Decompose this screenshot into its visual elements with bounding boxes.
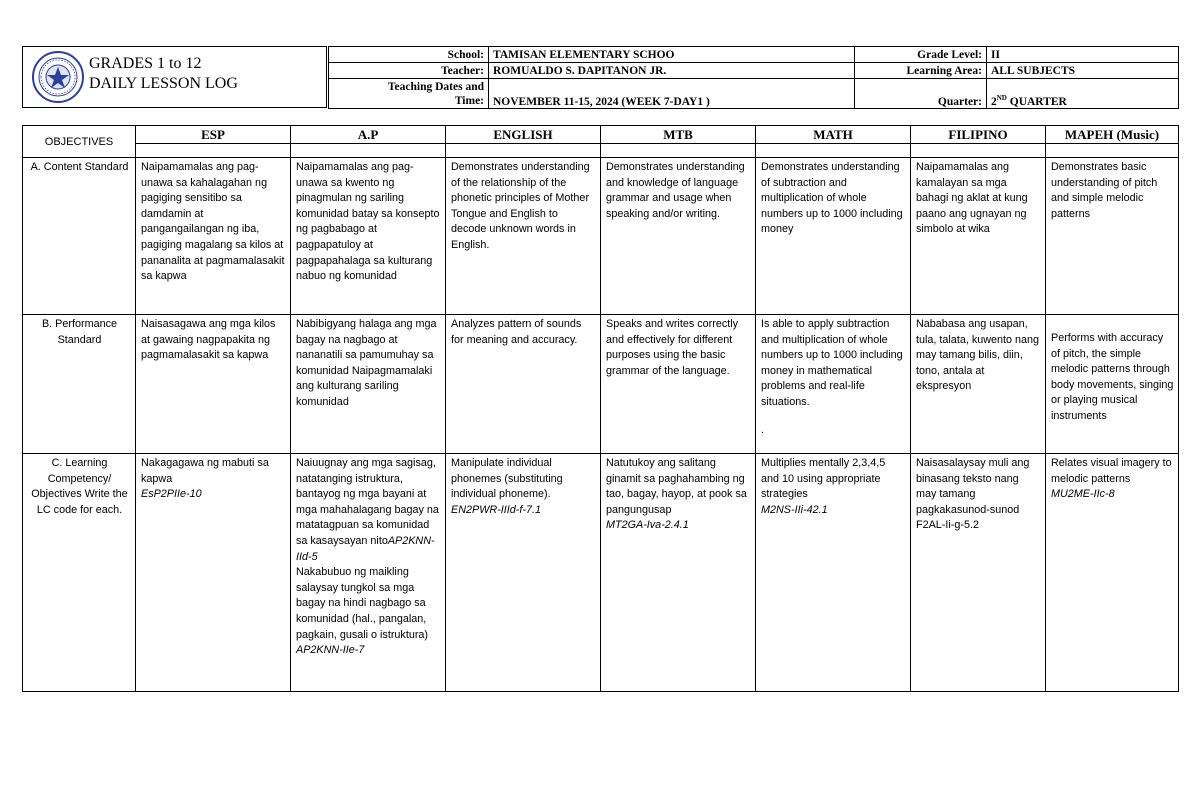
quarter-word: QUARTER [1006,96,1067,108]
cell-math [756,454,911,692]
cell-math [756,315,911,454]
cell-ap [291,454,446,692]
subject-header-mtb: MTB [601,126,756,144]
deped-seal-icon [31,50,85,104]
cell-ap: Naipamamalas ang pag-unawa sa kwento ng pinagmulan ng sariling komunidad batay sa konsepto ng pagbabago at pagpapatuloy at pagpapahalaga sa kulturang nabuo ng komunidad [291,158,446,315]
quarter-label: Quarter: [855,79,987,109]
cell-text: Relates visual imagery to melodic patterns [1051,457,1172,485]
lc-code: MU2ME-IIc-8 [1051,488,1115,501]
cell-text-2: Nakabubuo ng maikling salaysay tungkol sa mga bagay na hindi nagbago sa komunidad (hal., pangalan, pagkain, gusali o istruktura) [296,566,429,641]
spacer-cell [911,144,1046,158]
doc-title-line2: DAILY LESSON LOG [89,75,238,92]
spacer-cell [1046,144,1179,158]
school-label: School: [329,47,489,63]
lc-code: EN2PWR-IIId-f-7.1 [451,503,541,516]
cell-ap: Nabibigyang halaga ang mga bagay na nagbago at nananatili sa pamumuhay sa komunidad Naipagmamalaki ang kulturang sariling komunidad [291,315,446,454]
cell-trailing-dot: . [761,423,764,436]
spacer-cell [756,144,911,158]
objective-label-performance-standard: B. Performance Standard [23,315,136,454]
table-row [23,315,1179,454]
lesson-log-table [22,125,1179,692]
subject-header-mapeh: MAPEH (Music) [1046,126,1179,144]
teaching-dates-label-line1: Teaching Dates and [387,81,484,93]
learning-area-label: Learning Area: [855,63,987,79]
teaching-dates-label [329,79,489,109]
header-info-table [328,46,1179,109]
cell-text: Naisasalaysay muli ang binasang teksto nang may tamang pagkakasunod-sunod [916,457,1030,516]
cell-filipino: Naipamamalas ang kamalayan sa mga bahagi ng aklat at kung paano ang ugnayan ng simbolo at wika [911,158,1046,315]
quarter-number: 2 [991,96,997,108]
subject-header-math: MATH [756,126,911,144]
objective-label-learning-competency [23,454,136,692]
table-row [23,454,1179,692]
spacer-cell [136,144,291,158]
spacer-cell [446,144,601,158]
lc-code: F2AL-Ii-g-5.2 [916,519,980,532]
cell-filipino: Nababasa ang usapan, tula, talata, kuwento nang may tamang bilis, diin, tono, antala at ekspresyon [911,315,1046,454]
cell-esp [136,454,291,692]
cell-text: Manipulate individual phonemes (substituting individual phoneme). [451,457,563,501]
spacer-cell [601,144,756,158]
lc-code-2: AP2KNN-IIe-7 [296,644,365,657]
cell-mtb: Demonstrates understanding and knowledge of language grammar and usage when speaking and/or writing. [601,158,756,315]
cell-english: Demonstrates understanding of the relationship of the phonetic principles of Mother Tongue and English to decode unknown words in English. [446,158,601,315]
table-row [23,158,1179,315]
subject-header-english: ENGLISH [446,126,601,144]
cell-english: Analyzes pattern of sounds for meaning and accuracy. [446,315,601,454]
cell-esp: Naisasagawa ang mga kilos at gawaing nagpapakita ng pagmamalasakit sa kapwa [136,315,291,454]
cell-esp: Naipamamalas ang pag-unawa sa kahalagahan ng pagiging sensitibo sa damdamin at pangangailangan ng iba, pagiging magalang sa kilos at pananalita at pagmamalasakit sa kapwa [136,158,291,315]
cell-filipino [911,454,1046,692]
cell-mapeh: Demonstrates basic understanding of pitch and simple melodic patterns [1046,158,1179,315]
cell-text: Is able to apply subtraction and multiplication of whole numbers up to 1000 including money in mathematical problems and real-life situations. [761,318,903,408]
cell-english [446,454,601,692]
teacher-label: Teacher: [329,63,489,79]
cell-text: Performs with accuracy of pitch, the simple melodic patterns through body movements, singing or playing musical instruments [1051,332,1174,422]
objectives-header: OBJECTIVES [23,126,136,158]
cell-text: Multiplies mentally 2,3,4,5 and 10 using appropriate strategies [761,457,886,501]
cell-text: Nakagagawa ng mabuti sa kapwa [141,457,269,485]
learning-area-value: ALL SUBJECTS [987,63,1179,79]
grade-level-label: Grade Level: [855,47,987,63]
doc-title-line1: GRADES 1 to 12 [89,55,202,72]
subject-header-ap: A.P [291,126,446,144]
grade-level-value: II [987,47,1179,63]
cell-text: Natutukoy ang salitang ginamit sa paghahambing ng tao, bagay, hayop, at pook sa pangungusap [606,457,747,516]
cell-mtb [601,454,756,692]
objective-label-content-standard: A. Content Standard [23,158,136,315]
lc-code: AP2KNN-IId-5 [296,534,435,563]
quarter-value [987,79,1179,109]
teacher-value: ROMUALDO S. DAPITANON JR. [489,63,855,79]
cell-mtb: Speaks and writes correctly and effectively for different purposes using the basic grammar of the language. [601,315,756,454]
lc-code: MT2GA-Iva-2.4.1 [606,519,689,532]
cell-mapeh [1046,454,1179,692]
school-value: TAMISAN ELEMENTARY SCHOO [489,47,855,63]
spacer-cell [291,144,446,158]
quarter-suffix: ND [996,94,1007,103]
lc-code: M2NS-IIi-42.1 [761,503,828,516]
teaching-dates-value: NOVEMBER 11-15, 2024 (WEEK 7-DAY1 ) [489,79,855,109]
subject-header-filipino: FILIPINO [911,126,1046,144]
cell-mapeh [1046,315,1179,454]
title-block [22,46,327,108]
cell-text: Naiuugnay ang mga sagisag, natatanging istruktura, bantayog ng mga bayani at mga mahahalagang bagay na matatagpuan sa komunidad sa kasaysayan nito [296,457,439,547]
objective-label-text: C. Learning Competency/ Objectives Write the LC code for each. [31,457,128,516]
teaching-dates-label-line2: Time: [454,95,484,107]
subject-header-esp: ESP [136,126,291,144]
cell-math: Demonstrates understanding of subtraction and multiplication of whole numbers up to 1000 including money [756,158,911,315]
lc-code: EsP2PIIe-10 [141,488,202,501]
